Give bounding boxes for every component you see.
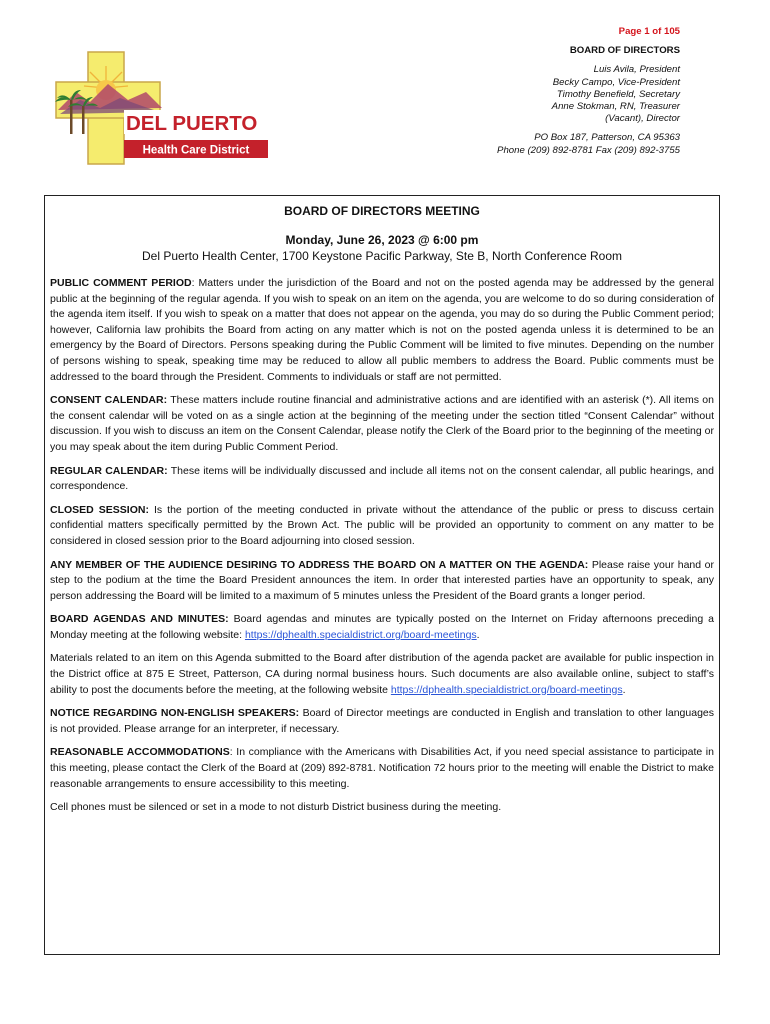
del-puerto-logo <box>50 48 270 168</box>
materials-board-meetings-link[interactable]: https://dphealth.specialdistrict.org/board-meetings <box>390 683 623 696</box>
closed-session-heading: CLOSED SESSION: <box>50 503 149 516</box>
contact-block <box>497 132 680 156</box>
closed-session-paragraph: CLOSED SESSION: Is the portion of the meeting conducted in private without the attendance of the public or press to discuss certain confidential matters specifically permitted by the Brown Act. The public will be provided an opportunity to comment on any matter to be considered in closed session prior to the Board adjourning into closed session. <box>50 503 714 547</box>
member-secretary: Timothy Benefield, Secretary <box>556 88 680 100</box>
meeting-title: BOARD OF DIRECTORS MEETING <box>284 204 480 218</box>
non-english-paragraph: NOTICE REGARDING NON-ENGLISH SPEAKERS: Board of Director meetings are conducted in English and translation to other languages is not provided. Please arrange for an interpreter, if necessary. <box>50 707 714 735</box>
non-english-heading: NOTICE REGARDING NON-ENGLISH SPEAKERS: <box>50 707 300 720</box>
member-president: Luis Avila, President <box>593 64 680 76</box>
board-members <box>497 64 680 125</box>
meeting-date: Monday, June 26, 2023 @ 6:00 pm <box>285 233 479 247</box>
cell-phones-paragraph: Cell phones must be silenced or set in a mode to not disturb District business during the meeting. <box>50 801 502 814</box>
member-treasurer: Anne Stokman, RN, Treasurer <box>551 101 680 113</box>
logo-subtitle: Health Care District <box>142 144 250 157</box>
audience-paragraph: ANY MEMBER OF THE AUDIENCE DESIRING TO ADDRESS THE BOARD ON A MATTER ON THE AGENDA: Please raise your hand or step to the podium at the time the Board President announces the item. In order that interested parties have an opportunity to speak, any person addressing the Board will be limited to a maximum of 5 minutes unless the President of the Board grants a longer period. <box>50 558 714 602</box>
phone-fax: Phone (209) 892-8781 Fax (209) 892-3755 <box>497 144 680 156</box>
member-vice-president: Becky Campo, Vice-President <box>552 76 680 88</box>
page-number: Page 1 of 105 <box>618 26 680 37</box>
regular-calendar-paragraph: REGULAR CALENDAR: These items will be individually discussed and include all items not on the consent calendar, all public hearings, and correspondence. <box>50 464 714 493</box>
meeting-location: Del Puerto Health Center, 1700 Keystone Pacific Parkway, Ste B, North Conference Room <box>141 249 623 263</box>
board-title: BOARD OF DIRECTORS <box>569 45 680 57</box>
consent-calendar-heading: CONSENT CALENDAR: <box>50 394 168 407</box>
accommodations-heading: REASONABLE ACCOMMODATIONS <box>50 746 230 759</box>
regular-calendar-heading: REGULAR CALENDAR: <box>50 464 168 477</box>
public-comment-paragraph: PUBLIC COMMENT PERIOD: Matters under the jurisdiction of the Board and not on the posted agenda may be addressed by the general public at the beginning of the regular agenda. If you wish to speak on an item on the agenda, you are welcome to do so during consideration of the agenda item itself. If you wish to speak on a matter that does not appear on the agenda, you may do so during the Public Comment period; however, California law prohibits the Board from acting on any matter which is not on the posted agenda unless it is determined to be an emergency by the Board of Directors. Persons speaking during the Public Comment will be limited to five minutes. Depending on the number of persons wishing to speak, speaking time may be reduced to allow all public members to address the Board. Public comments must be addressed to the board through the President. Comments to individuals or staff are not permitted. <box>50 277 715 383</box>
agenda-notice-box <box>44 195 720 955</box>
mailing-address: PO Box 187, Patterson, CA 95363 <box>534 132 680 144</box>
member-director: (Vacant), Director <box>605 113 680 125</box>
agendas-minutes-heading: BOARD AGENDAS AND MINUTES: <box>50 613 229 626</box>
logo-name: DEL PUERTO <box>126 112 258 135</box>
consent-calendar-paragraph: CONSENT CALENDAR: These matters include routine financial and administrative actions and are identified with an asterisk (*). All items on the consent calendar will be voted on as a single action at the beginning of the meeting under the section titled “Consent Calendar” without discussion. If you wish to discuss an item on the Consent Calendar, please notify the Clerk of the Board prior to the beginning of the meeting or you may speak about the item during Public Comment Period. <box>50 394 714 453</box>
header-block <box>497 26 680 157</box>
notice-body <box>50 276 714 824</box>
public-comment-heading: PUBLIC COMMENT PERIOD <box>50 277 192 289</box>
audience-heading: ANY MEMBER OF THE AUDIENCE DESIRING TO ADDRESS THE BOARD ON A MATTER ON THE AGENDA: <box>50 558 589 571</box>
agendas-minutes-paragraph: BOARD AGENDAS AND MINUTES: Board agendas and minutes are typically posted on the Internet on Friday afternoons preceding a Monday meeting at the following website: https://dphealth.specialdistrict.org/board-meetings. <box>50 613 714 641</box>
materials-paragraph: Materials related to an item on this Agenda submitted to the Board after distribution of the agenda packet are available for public inspection in the District office at 875 E Street, Patterson, CA during normal business hours. Such documents are also available online, subject to staff’s ability to post the documents before the meeting, at the following website https://dphealth.specialdistrict.org/board-meetings. <box>50 652 714 696</box>
accommodations-paragraph: REASONABLE ACCOMMODATIONS: In compliance with the Americans with Disabilities Act, if you need special assistance to participate in this meeting, please contact the Clerk of the Board at (209) 892-8781. Notification 72 hours prior to the meeting will enable the District to make reasonable arrangements to ensure accessibility to this meeting. <box>50 746 714 790</box>
board-meetings-link[interactable]: https://dphealth.specialdistrict.org/board-meetings <box>244 628 477 641</box>
